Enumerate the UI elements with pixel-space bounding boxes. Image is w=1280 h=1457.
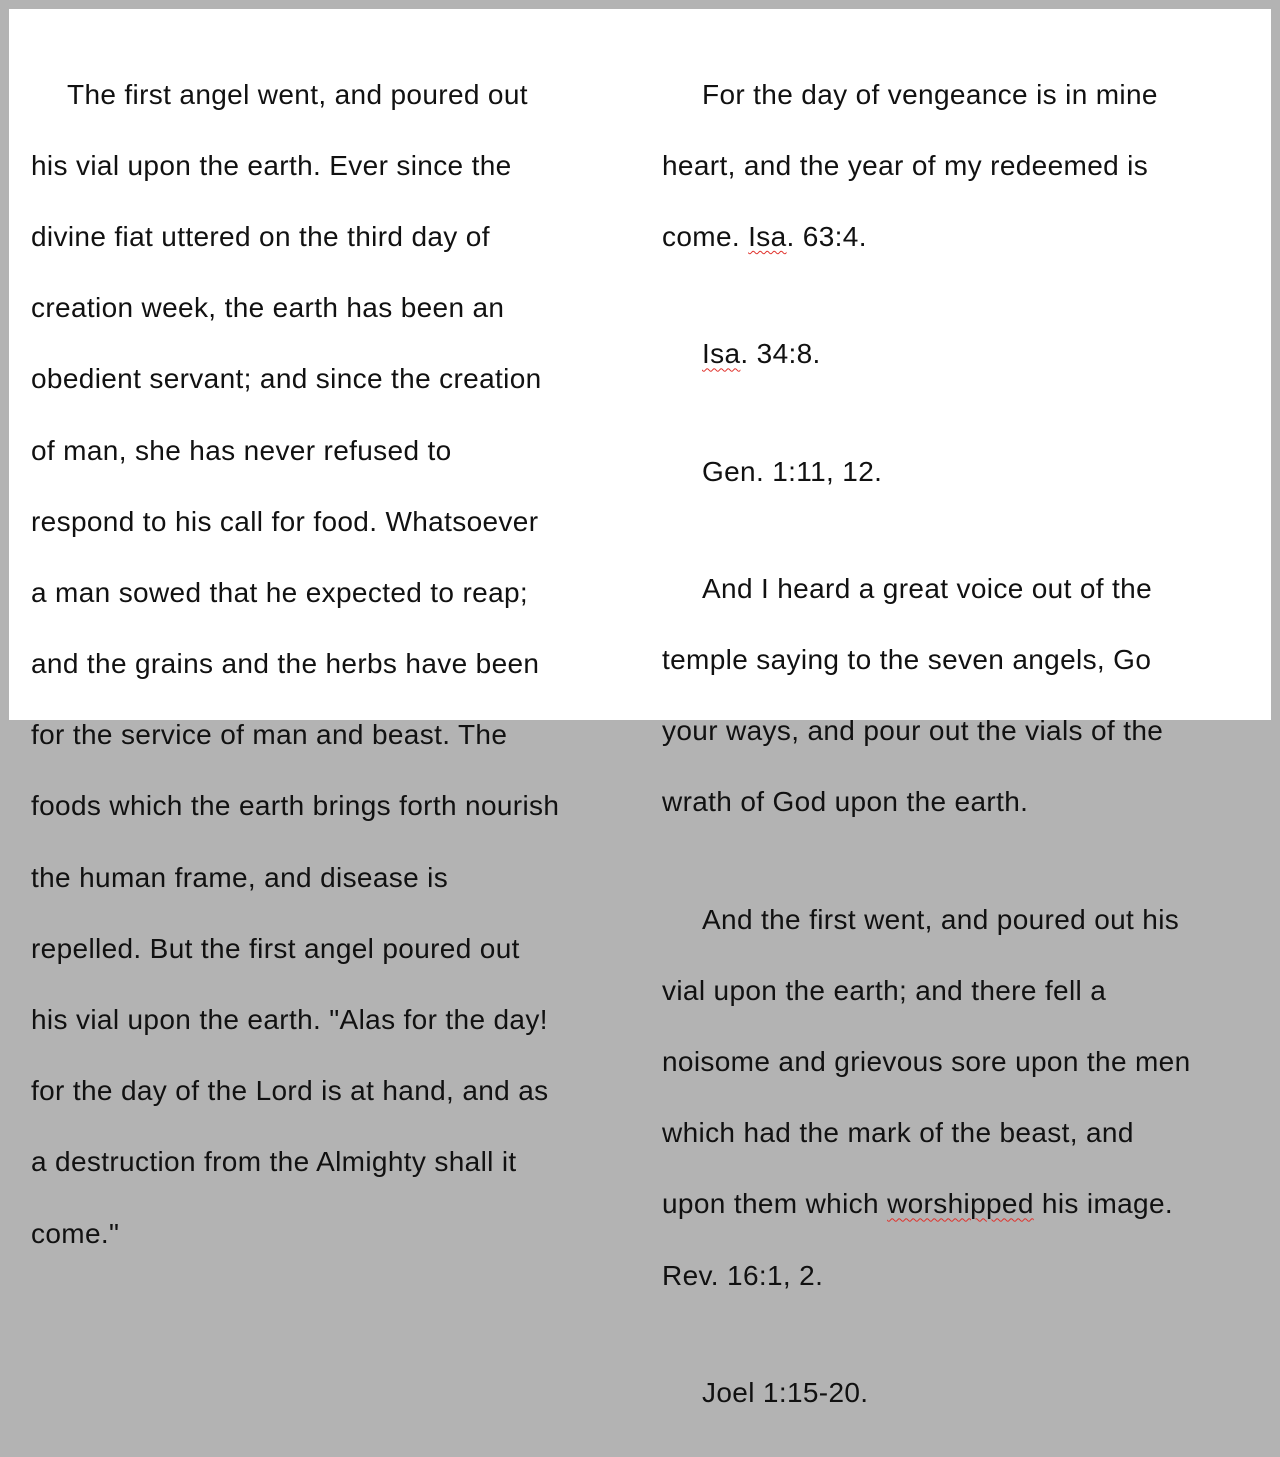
text-line [662,1186,1262,1222]
text-line: for the day of the Lord is at hand, and as [31,1075,549,1107]
text-line: come." [31,1217,120,1249]
text-line: foods which the earth brings forth nourish [31,790,560,822]
text-fragment: come. [662,220,749,252]
text-line: the human frame, and disease is [31,861,449,893]
text-line [662,219,1262,255]
text-line: your ways, and pour out the vials of the [662,715,1164,747]
text-line: heart, and the year of my redeemed is [662,149,1149,181]
text-line: And the first went, and poured out his [702,903,1180,935]
paragraph-great-voice [662,535,1262,855]
text-line: Joel 1:15-20. [702,1376,869,1408]
text-line: temple saying to the seven angels, Go [662,644,1152,675]
document-page [9,9,1271,1408]
reference-isa-34 [662,301,1262,408]
text-line: creation week, the earth has been an [31,292,505,324]
spellcheck-flagged-word[interactable]: worshipped [887,1188,1034,1220]
text-line [662,336,1262,372]
text-line: Rev. 16:1, 2. [662,1259,824,1291]
text-line: The first angel went, and poured out [67,78,528,110]
text-line: noisome and grievous sore upon the men [662,1046,1191,1078]
text-fragment: his image. [1033,1188,1174,1220]
text-line: and the grains and the herbs have been [31,648,540,680]
text-fragment: upon them which [662,1188,888,1220]
text-line: respond to his call for food. Whatsoever [31,505,539,537]
reference-gen-1 [662,418,1262,525]
text-line: And I heard a great voice out of the [702,572,1153,604]
text-line: which had the mark of the beast, and [662,1117,1134,1149]
spellcheck-flagged-word[interactable]: Isa [702,338,741,370]
text-line: vial upon the earth; and there fell a [662,974,1107,1006]
text-line: obedient servant; and since the creation [31,363,542,395]
text-line: for the service of man and beast. The [31,719,508,751]
text-line: his vial upon the earth. "Alas for the day! [31,1004,548,1036]
text-line: wrath of God upon the earth. [662,786,1029,818]
left-column [31,41,631,1297]
spellcheck-flagged-word[interactable]: Isa [748,220,787,252]
text-line: repelled. But the first angel poured out [31,932,520,964]
text-line: For the day of vengeance is in mine [702,78,1158,110]
text-fragment: . 63:4. [786,220,867,252]
text-line: his vial upon the earth. Ever since the [31,149,512,181]
paragraph-first-angel [31,41,631,1287]
paragraph-first-went [662,866,1262,1329]
text-line: a man sowed that he expected to reap; [31,576,529,608]
text-line: of man, she has never refused to [31,434,452,466]
text-line: Gen. 1:11, 12. [702,455,883,487]
text-line: a destruction from the Almighty shall it [31,1146,517,1178]
text-fragment: . 34:8. [740,338,821,370]
text-line: divine fiat uttered on the third day of [31,220,490,252]
right-column [662,41,1262,1457]
paragraph-vengeance [662,41,1262,290]
reference-joel-1 [662,1339,1262,1446]
